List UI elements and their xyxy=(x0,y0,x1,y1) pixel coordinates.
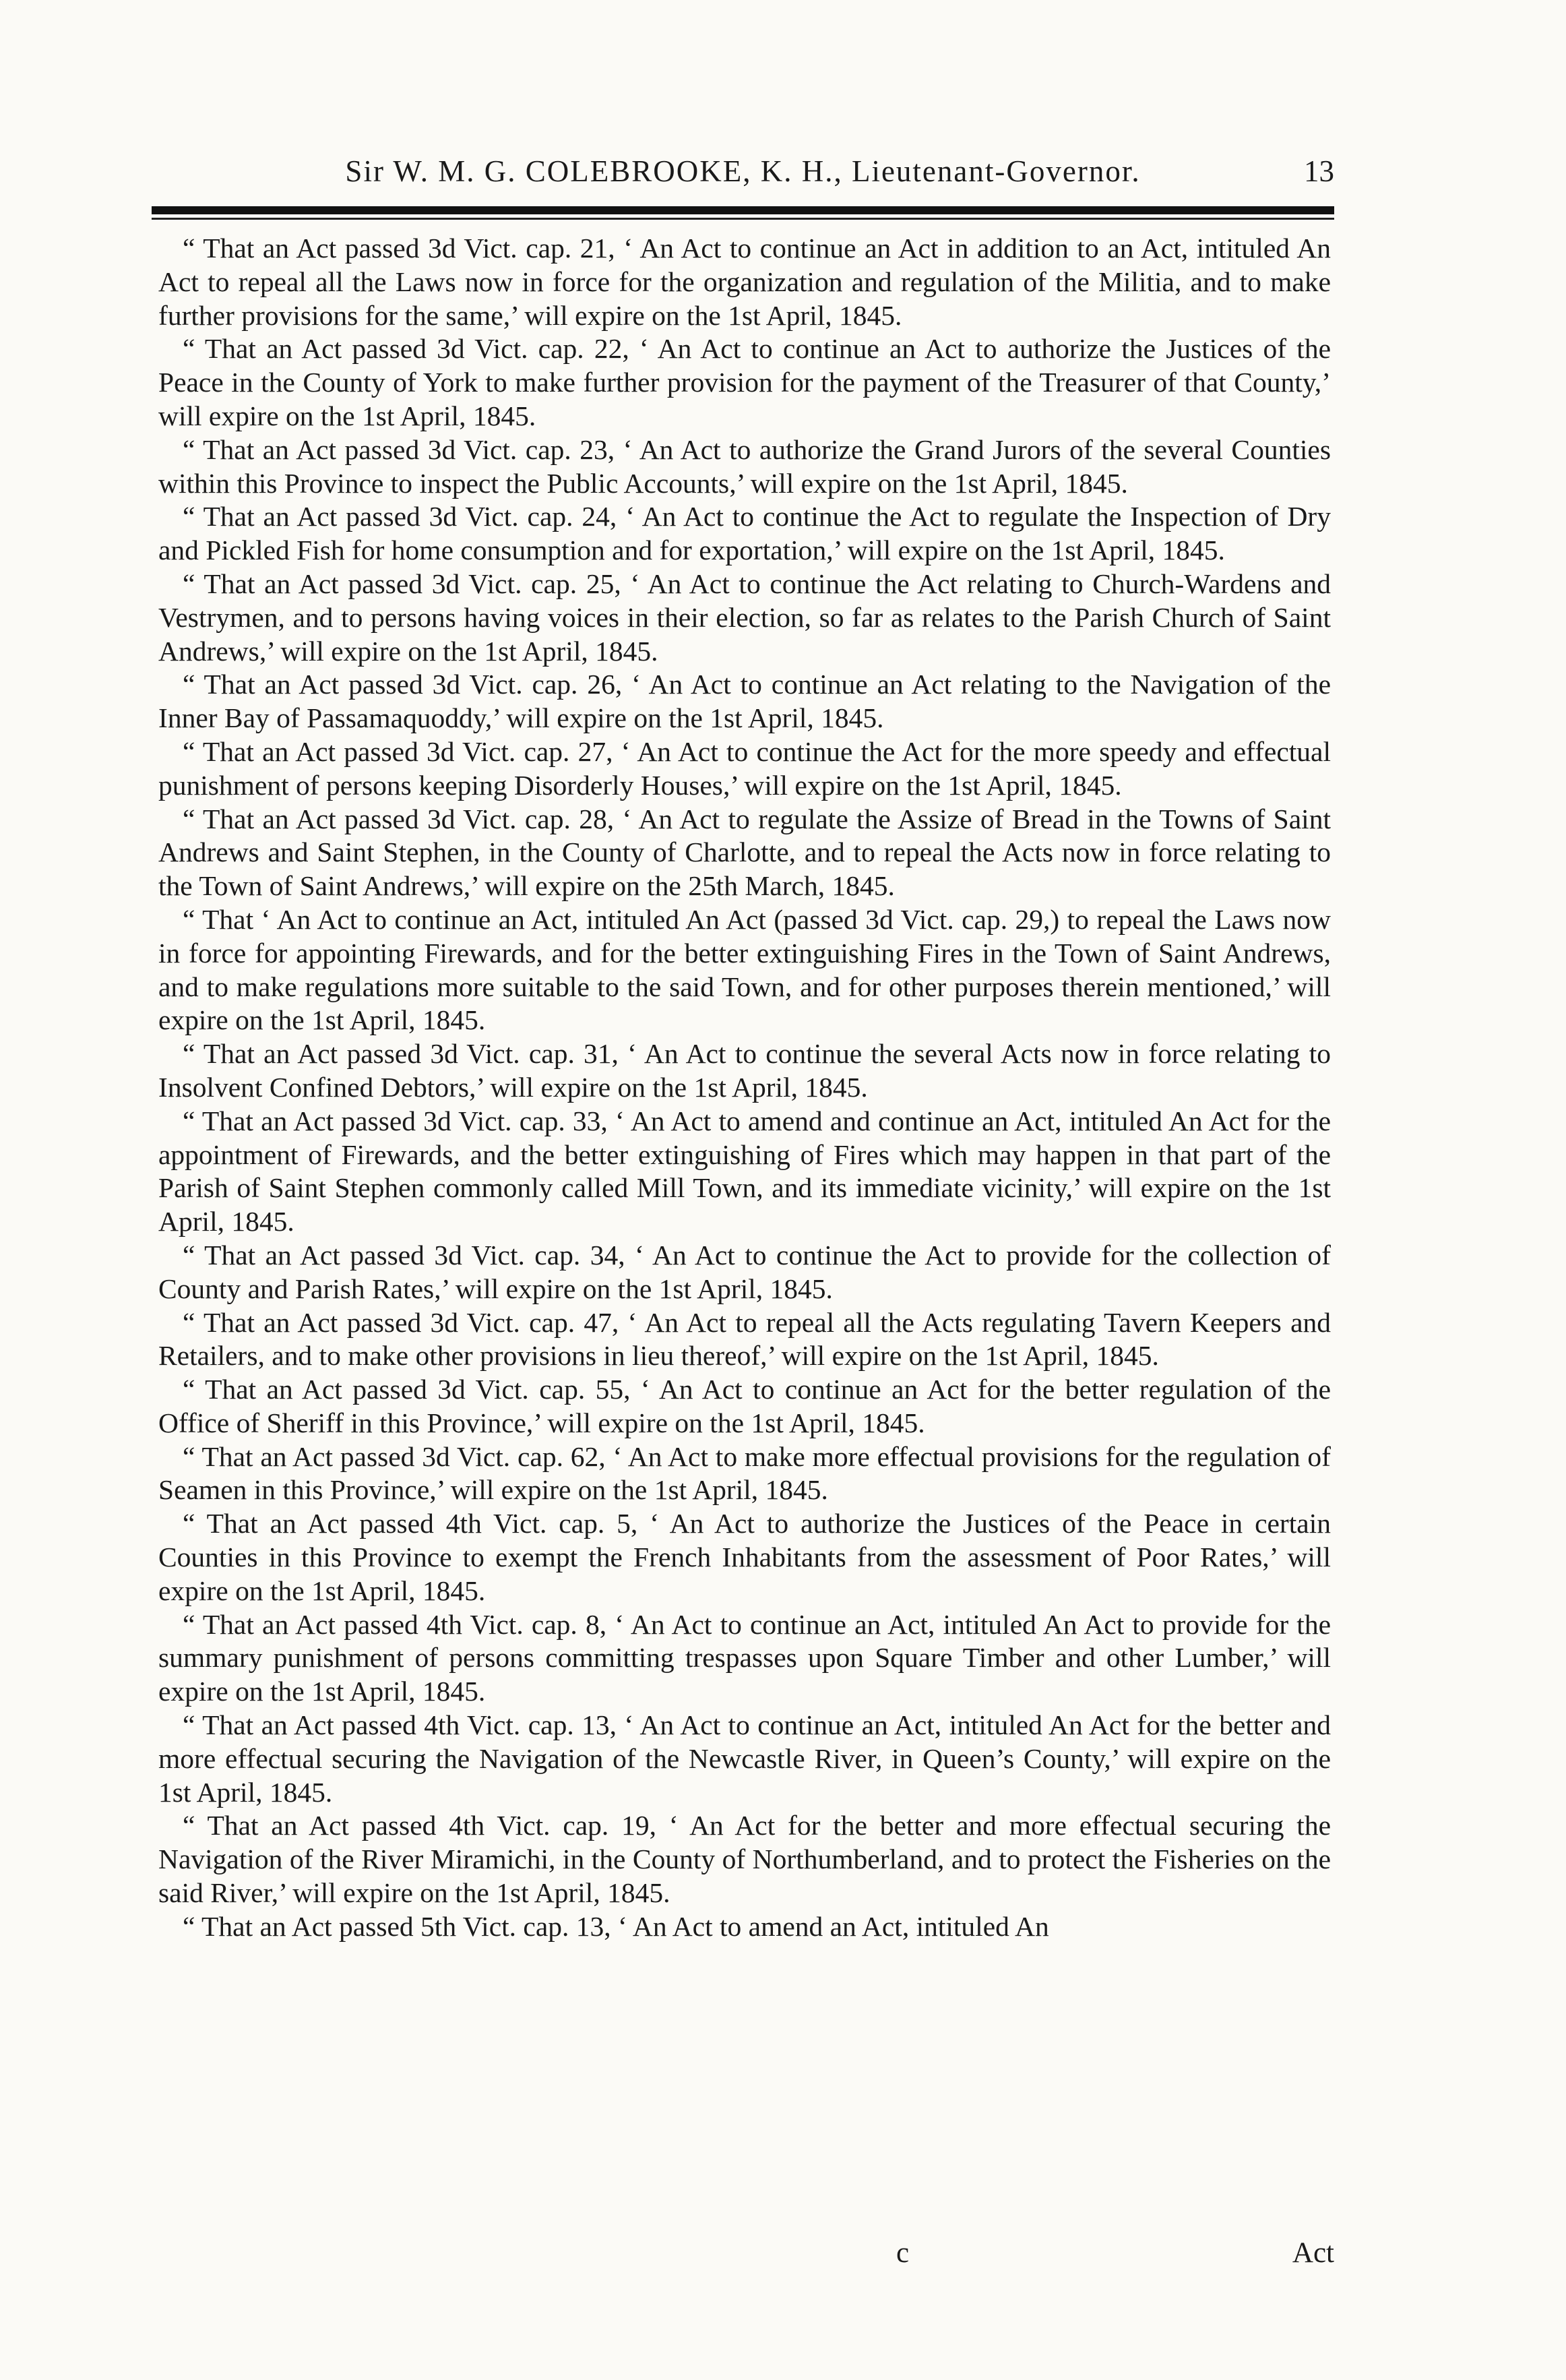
paragraph: “ That an Act passed 3d Vict. cap. 22, ‘ An Act to continue an Act to authorize the Justices of the Peace in the County of York to make further provision for the payment of the Treasurer of that County,’ will expire on the 1st April, 1845. xyxy=(158,333,1331,431)
page-number: 13 xyxy=(1304,154,1334,188)
paragraph: “ That an Act passed 3d Vict. cap. 23, ‘ An Act to authorize the Grand Jurors of the several Counties within this Province to inspect the Public Accounts,’ will expire on the 1st April, 1845. xyxy=(158,433,1331,499)
body-text xyxy=(158,232,1331,1944)
catchword: Act xyxy=(1292,2237,1334,2269)
paragraph: “ That an Act passed 3d Vict. cap. 25, ‘ An Act to continue the Act relating to Church-Wardens and Vestrymen, and to persons having voices in their election, so far as relates to the Parish Church of Saint Andrews,’ will expire on the 1st April, 1845. xyxy=(158,568,1331,667)
paragraph: “ That an Act passed 3d Vict. cap. 31, ‘ An Act to continue the several Acts now in force relating to Insolvent Confined Debtors,’ will expire on the 1st April, 1845. xyxy=(158,1038,1331,1103)
paragraph: “ That ‘ An Act to continue an Act, intituled An Act (passed 3d Vict. cap. 29,) to repeal the Laws now in force for appointing Firewards, and for the better extinguishing Fires in the Town of Saint Andrews, and to make regulations more suitable to the said Town, and for other purposes therein mentioned,’ will expire on the 1st April, 1845. xyxy=(158,903,1331,1036)
page-header xyxy=(152,154,1334,194)
paragraph: “ That an Act passed 3d Vict. cap. 26, ‘ An Act to continue an Act relating to the Navigation of the Inner Bay of Passamaquoddy,’ will expire on the 1st April, 1845. xyxy=(158,669,1331,734)
paragraph: “ That an Act passed 3d Vict. cap. 47, ‘ An Act to repeal all the Acts regulating Tavern Keepers and Retailers, and to make other provisions in lieu thereof,’ will expire on the 1st April, 1845. xyxy=(158,1306,1331,1372)
paragraph: “ That an Act passed 4th Vict. cap. 13, ‘ An Act to continue an Act, intituled An Act for the better and more effectual securing the Navigation of the Newcastle River, in Queen’s County,’ will expire on the 1st April, 1845. xyxy=(158,1709,1331,1808)
paragraph: “ That an Act passed 4th Vict. cap. 19, ‘ An Act for the better and more effectual securing the Navigation of the River Miramichi, in the County of Northumberland, and to protect the Fisheries on the said River,’ will expire on the 1st April, 1845. xyxy=(158,1810,1331,1909)
paragraph: “ That an Act passed 3d Vict. cap. 34, ‘ An Act to continue the Act to provide for the collection of County and Parish Rates,’ will expire on the 1st April, 1845. xyxy=(158,1239,1331,1304)
paragraph: “ That an Act passed 3d Vict. cap. 55, ‘ An Act to continue an Act for the better regulation of the Office of Sheriff in this Province,’ will expire on the 1st April, 1845. xyxy=(158,1374,1331,1438)
paragraph: “ That an Act passed 5th Vict. cap. 13, ‘ An Act to amend an Act, intituled An xyxy=(183,1910,1049,1942)
running-title: Sir W. M. G. COLEBROOKE, K. H., Lieutenant-Governor. xyxy=(345,154,1141,188)
header-rule-thin xyxy=(152,218,1334,220)
paragraph: “ That an Act passed 3d Vict. cap. 28, ‘ An Act to regulate the Assize of Bread in the Towns of Saint Andrews and Saint Stephen, in the County of Charlotte, and to repeal the Acts now in force relating to the Town of Saint Andrews,’ will expire on the 25th March, 1845. xyxy=(158,803,1331,902)
header-rule-thick xyxy=(152,206,1334,214)
paragraph: “ That an Act passed 4th Vict. cap. 5, ‘ An Act to authorize the Justices of the Peace in certain Counties in this Province to exempt the French Inhabitants from the assessment of Poor Rates,’ will expire on the 1st April, 1845. xyxy=(158,1508,1331,1606)
signature-mark: c xyxy=(896,2237,910,2269)
page-footer xyxy=(152,2236,1334,2274)
paragraph: “ That an Act passed 3d Vict. cap. 21, ‘ An Act to continue an Act in addition to an Act, intituled An Act to repeal all the Laws now in force for the organization and regulation of the Militia, and to make further provisions for the same,’ will expire on the 1st April, 1845. xyxy=(158,233,1331,331)
paragraph: “ That an Act passed 3d Vict. cap. 62, ‘ An Act to make more effectual provisions for the regulation of Seamen in this Province,’ will expire on the 1st April, 1845. xyxy=(158,1440,1331,1506)
paragraph: “ That an Act passed 3d Vict. cap. 27, ‘ An Act to continue the Act for the more speedy and effectual punishment of persons keeping Disorderly Houses,’ will expire on the 1st April, 1845. xyxy=(158,735,1331,801)
paragraph: “ That an Act passed 3d Vict. cap. 33, ‘ An Act to amend and continue an Act, intituled An Act for the appointment of Firewards, and the better extinguishing of Fires which may happen in that part of the Parish of Saint Stephen commonly called Mill Town, and its immediate vicinity,’ will expire on the 1st April, 1845. xyxy=(158,1105,1331,1238)
paragraph: “ That an Act passed 4th Vict. cap. 8, ‘ An Act to continue an Act, intituled An Act to provide for the summary punishment of persons committing trespasses upon Square Timber and other Lumber,’ will expire on the 1st April, 1845. xyxy=(158,1608,1331,1707)
paragraph: “ That an Act passed 3d Vict. cap. 24, ‘ An Act to continue the Act to regulate the Inspection of Dry and Pickled Fish for home consumption and for exportation,’ will expire on the 1st April, 1845. xyxy=(158,501,1331,566)
